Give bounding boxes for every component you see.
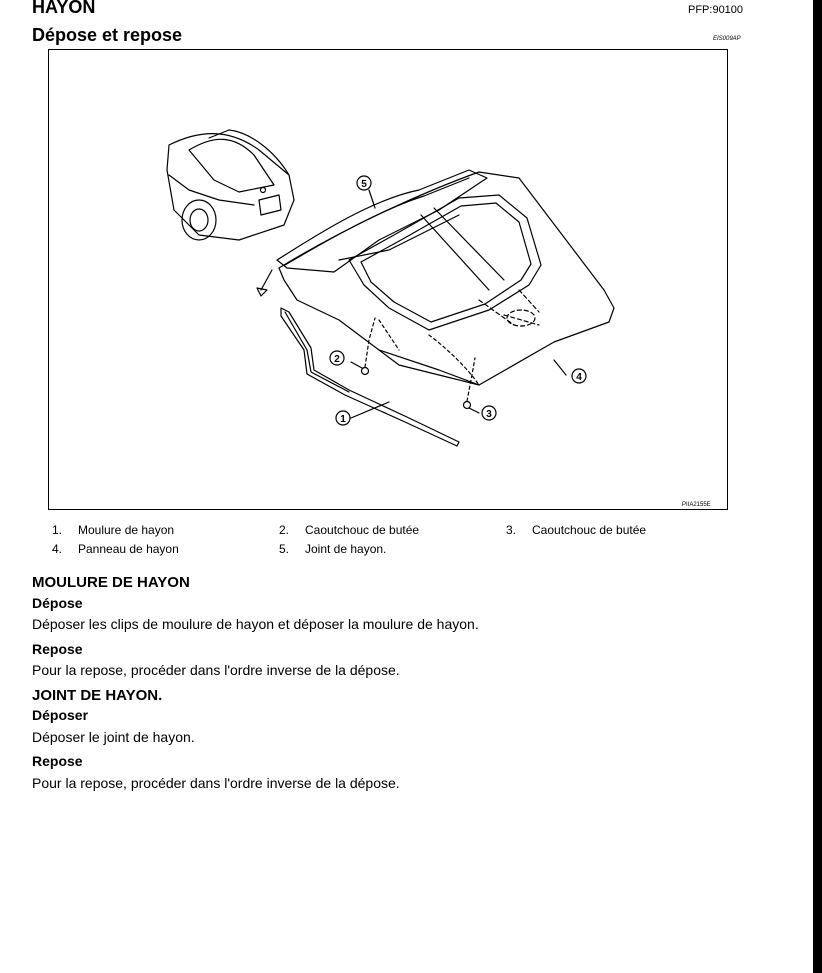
- step-text: Déposer le joint de hayon.: [32, 729, 195, 745]
- step-text: Déposer les clips de moulure de hayon et déposer la moulure de hayon.: [32, 616, 479, 632]
- exploded-diagram: [48, 49, 728, 510]
- car-overview-illustration: [167, 130, 294, 240]
- step-title: Déposer: [32, 707, 89, 723]
- part-code: PFP:90100: [688, 4, 744, 16]
- step-text: Pour la repose, procéder dans l'ordre inverse de la dépose.: [32, 775, 400, 791]
- section-title: Dépose et repose: [32, 25, 183, 45]
- page-edge-bar: [813, 0, 822, 973]
- section-heading-moulding: MOULURE DE HAYON: [32, 574, 190, 591]
- tailgate-panel: [279, 172, 614, 385]
- section-reference: EIS009AP: [713, 36, 741, 42]
- callout-label: 2: [334, 354, 340, 365]
- bumper-rubber-left: [362, 368, 369, 375]
- callout-label: 3: [486, 409, 492, 420]
- page-title: HAYON: [32, 0, 96, 17]
- callout-label: 4: [576, 372, 582, 383]
- step-title: Repose: [32, 753, 83, 769]
- bumper-rubber-right: [464, 402, 471, 409]
- figure-id: PIIA2155E: [682, 502, 711, 508]
- step-text: Pour la repose, procéder dans l'ordre inverse de la dépose.: [32, 662, 400, 678]
- step-title: Dépose: [32, 595, 83, 611]
- callout-label: 5: [361, 179, 367, 190]
- callout-label: 1: [340, 414, 346, 425]
- section-heading-seal: JOINT DE HAYON.: [32, 687, 163, 704]
- step-title: Repose: [32, 641, 83, 657]
- tailgate-seal: [277, 170, 487, 272]
